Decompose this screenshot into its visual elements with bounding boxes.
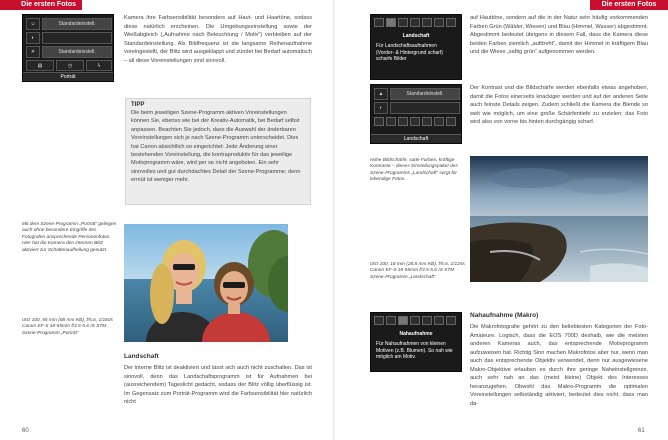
tip-text: Die beim jeweiligen Szene-Programm aktiven Voreinstellungen können Sie, ebenso wie bei der Kreativ-Automatik, bei Bedarf selbst anpassen. Beachten Sie jedoch, dass die Auswahl der änderbaren Voreinstellungen sich je nach Szene-Programm unterscheidet. Dies hat Canon absichtlich so eingerichtet: Jede Änderung einer bestehenden Voreinstellung, die kontraproduktiv für das jeweilige Motivprogramm wäre, wird per se nicht angeboten. Ein sehr sinnvolles und gut durchdachtes Detail der Szene-Programme; denn ermüt ist weniger mehr. [131, 110, 301, 184]
landscape-photo [470, 156, 648, 282]
option-icon [434, 117, 444, 126]
setting-2-label: Standardeinstell. [58, 49, 96, 55]
setting-row-2 [42, 46, 112, 58]
portrait-caption: Mit dem Szene-Programm „Porträt“ gelingen auch ohne besondere Eingriffe des Fotografen ansprechende Personenfotos. Hier hat die Kamera den internen Blitz aktiviert zur Schattenaufhellung genutzt. [22, 222, 117, 253]
scene-icon [434, 316, 444, 325]
option-icon [374, 117, 384, 126]
macro-paragraph: Die Makrofotografie gehört zu den beliebtesten Kategorien der Foto-Amateure. Logisch, dass die EOS 700D deshalb, wie die meisten anderen Kameras auch, das entsprechende Motivprogramm aufzuweisen hat. Richtig Sinn machen Makrofotos aber nur, wenn man auch das entsprechende Objektiv verwendet, denn nur ausgewiesene Makro-Objektive erlauben es durch ihre geringe Naheinstellgrenze, auch sehr nah an das (meist kleine) Objekt des Interesses heranzugehen. Obwohl das Makro-Programm die optimalen Voreinstellungen selbständig aktiviert, bedeutet dies nicht, dass man da- [470, 324, 648, 407]
tip-title: TIPP [131, 102, 145, 108]
page-gutter [333, 0, 335, 440]
style-icon: ◐ [26, 32, 40, 44]
right-paragraph-1: auf Hauttöne, sondern auf die in der Natur sehr häufig vorkommenden Farben Grün (Wälder, Wiesen) und Blau (Himmel, Wasser) abgestimmt. Abgestimmt bedeutet übrigens in diesem Fall, dass die Kamera diese beiden Farben ziemlich „aufdreht“, damit der Himmel in kräftigem Blau und die Wiese „saftig grün“ aufgenommen werden. [470, 15, 648, 56]
scene-icon [374, 316, 384, 325]
ambience-icon: ◐ [374, 102, 388, 114]
intro-paragraph: Kamera ihre Farbsensibilität besonders auf Haut- und Haartöne, sodass diese natürlich erscheinen. Die Umgebungseinstellung sowie der Weißabgleich („Aufnahme nach Beleuchtung / Motiv“) verbleiben auf der Standardeinstellung. Als Bildfrequenz ist die langsame Reihenaufnahme voreingestellt, der Blitz wird ausgeklappt und zündet bei Bedarf automatisch – all diese Voreinstellungen sind sinnvoll. [124, 15, 312, 64]
page-number-right: 61 [638, 428, 645, 434]
landscape-caption: Hohe Bildschärfe, satte Farben, kräftige Kontraste – dieses Einstellungspaket des Szene-Programms „Landschaft“ sorgt für lebendige Fotos. [370, 158, 458, 183]
timer-icon: ◷ [56, 60, 84, 71]
flash-icon: ϟ [86, 60, 112, 71]
landscape-scene-icon [386, 18, 396, 27]
scene-icon [434, 18, 444, 27]
landscape-photo-illustration [470, 156, 648, 282]
landscape-setting-row [390, 88, 460, 100]
scene-icon [446, 18, 456, 27]
setting-1-label: Standardeinstell. [58, 21, 96, 27]
portrait-photo-illustration [124, 224, 288, 342]
lcd-landscape-menu-screen [370, 14, 462, 80]
scene-icon [446, 316, 456, 325]
macro-scene-icon [398, 316, 408, 325]
landscape-exif: ISO 100, 18 mm (28,8 mm KB), f/5.6, 1/125s Canon EF-S 18-55mm f/3.5-5.6 IS STM Szene-Programm „Landschaft“ [370, 262, 465, 280]
lcd-macro-description: Für Nahaufnahmen von kleinen Motiven (z.B. Blumen). So nah wie möglich am Motiv. [376, 341, 453, 360]
blank-setting [390, 102, 460, 114]
landscape-heading: Landschaft [124, 353, 159, 360]
landscape-paragraph: Der interne Blitz ist deaktiviert und lässt sich auch nicht zuschalten. Das ist sinnvoll, denn das Landschaftsprogramm ist für Aufnahmen bei (ausreichendem) Tageslicht gedacht, sodass der Blitz völlig überflüssig ist. Im Gegensatz zum Porträt-Programm wird die Farbsensibilität hier natürlich nicht [124, 365, 312, 406]
lcd-macro-menu-screen [370, 312, 462, 372]
option-icon [422, 117, 432, 126]
scene-icon-row [374, 316, 456, 325]
scene-icon [410, 316, 420, 325]
option-icon [446, 117, 456, 126]
portrait-exif: ISO 100, 55 mm (88 mm KB), f/5.6, 1/160s Canon EF-S 18-55mm f/3.5-5.6 IS STM Szene-Programm „Porträt“ [22, 318, 113, 336]
lcd-macro-title: Nahaufnahme [399, 331, 433, 337]
lcd-portrait-settings-screen [22, 14, 114, 82]
portrait-photo [124, 224, 288, 342]
lcd-footer [371, 134, 461, 143]
wb-icon: ☀ [26, 46, 40, 58]
option-icon [410, 117, 420, 126]
chapter-rubric-left: Die ersten Fotos [0, 0, 82, 10]
lcd-landscape-footer-label: Landschaft [403, 136, 429, 142]
scene-icon [410, 18, 420, 27]
scene-icon-row [374, 18, 456, 27]
tip-box [125, 98, 311, 205]
scene-icon [374, 18, 384, 27]
right-paragraph-2: Der Kontrast und die Bildschärfe werden ebenfalls etwas angehoben, damit die Fotos einerseits knackiger werden und auf der anderen Seite auch feinste Details zeigen. Zudem schließt die Kamera die Blende so weit wie möglich, um eine große Schärfentiefe zu erzielen; das Foto wird also von vorne bis hinten durchgängig scharf. [470, 85, 648, 126]
lcd-landscape-description: Für Landschaftsaufnahmen (Vorder- & Hintergrund scharf) scharfe Bilder [376, 43, 443, 62]
lcd-landscape-settings-screen [370, 84, 462, 144]
macro-heading: Nahaufnahme (Makro) [470, 312, 539, 319]
bottom-icon-row [374, 117, 456, 126]
option-icon [398, 117, 408, 126]
scene-icon [422, 18, 432, 27]
scene-icon [386, 316, 396, 325]
scene-icon [422, 316, 432, 325]
chapter-rubric-right: Die ersten Fotos [590, 0, 668, 10]
scene-icon [398, 18, 408, 27]
landscape-mode-icon: ▲ [374, 88, 388, 100]
lcd-footer [23, 72, 113, 81]
blank-setting [42, 32, 112, 44]
setting-row-1 [42, 18, 112, 30]
lcd-portrait-footer-label: Porträt [60, 74, 76, 80]
drive-icon: ▤ [26, 60, 54, 71]
landscape-setting-label: Standardeinstell. [406, 91, 444, 97]
page-number-left: 60 [22, 428, 29, 434]
portrait-mode-icon: ☺ [26, 18, 40, 30]
option-icon [386, 117, 396, 126]
lcd-landscape-title: Landschaft [402, 33, 430, 39]
